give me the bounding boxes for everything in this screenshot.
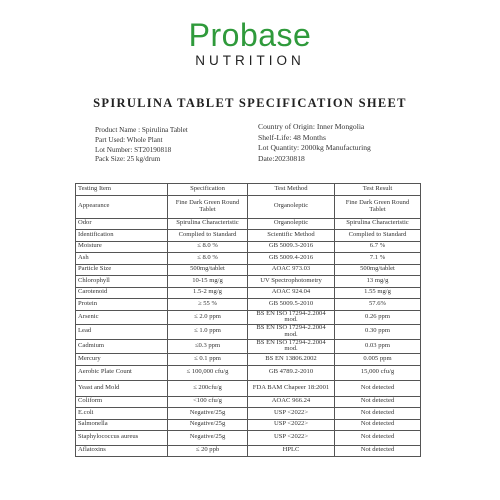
table-cell: ≤ 100,000 cfu/g [168, 365, 248, 381]
table-cell: Chlorophyll [76, 276, 168, 288]
table-header-cell: Test Method [248, 184, 335, 196]
table-cell: ≤ 8.0 % [168, 253, 248, 265]
lot-number: Lot Number: ST20190818 [95, 145, 172, 154]
table-cell: 500mg/tablet [168, 264, 248, 276]
table-cell: Not detected [335, 431, 421, 446]
table-cell: Negative/25g [168, 419, 248, 431]
table-row [76, 419, 421, 431]
table-cell: Staphylococcus aureus [76, 431, 168, 446]
table-cell: ≤ 200cfu/g [168, 381, 248, 397]
table-cell: USP <2022> [248, 408, 335, 420]
table-cell: Yeast and Mold [76, 381, 168, 397]
table-cell: Particle Size [76, 264, 168, 276]
table-row [76, 381, 421, 397]
table-cell: 0.005 ppm [335, 354, 421, 366]
table-header-cell: Test Result [335, 184, 421, 196]
table-row [76, 445, 421, 457]
table-cell: 1.5-2 mg/g [168, 287, 248, 299]
table-row [76, 264, 421, 276]
table-cell: ≤ 1.0 ppm [168, 325, 248, 340]
table-cell: ≤ 8.0 % [168, 241, 248, 253]
country-of-origin: Country of Origin: Inner Mongolia [258, 122, 365, 131]
table-cell: ≤ 20 ppb [168, 445, 248, 457]
table-cell: HPLC [248, 445, 335, 457]
table-cell: BS EN ISO 17294-2.2004 mod. [248, 339, 335, 354]
table-cell: ≥ 55 % [168, 299, 248, 311]
table-cell: Cadmium [76, 339, 168, 354]
table-cell: AOAC 924.04 [248, 287, 335, 299]
table-row [76, 218, 421, 230]
table-cell: ≤ 2.0 ppm [168, 310, 248, 325]
table-cell: Arsenic [76, 310, 168, 325]
table-row [76, 365, 421, 381]
table-cell: <100 cfu/g [168, 396, 248, 408]
table-row [76, 195, 421, 218]
table-cell: Organoleptic [248, 195, 335, 218]
table-cell: 0.30 ppm [335, 325, 421, 340]
table-header-row [76, 184, 421, 196]
table-cell: BS EN 13806.2002 [248, 354, 335, 366]
table-cell: 500mg/tablet [335, 264, 421, 276]
table-row [76, 253, 421, 265]
table-cell: Not detected [335, 408, 421, 420]
table-cell: Ash [76, 253, 168, 265]
table-cell: UV Spectrophotometry [248, 276, 335, 288]
table-cell: Not detected [335, 419, 421, 431]
table-cell: Odor [76, 218, 168, 230]
table-cell: 15,000 cfu/g [335, 365, 421, 381]
table-cell: AOAC 973.03 [248, 264, 335, 276]
table-cell: Scientific Method [248, 230, 335, 242]
part-used: Part Used: Whole Plant [95, 135, 163, 144]
table-cell: Salmonella [76, 419, 168, 431]
table-cell: Complied to Standard [335, 230, 421, 242]
table-cell: Organoleptic [248, 218, 335, 230]
table-cell: ≤ 0.1 ppm [168, 354, 248, 366]
specification-table [75, 183, 421, 457]
table-cell: GB 5009.3-2016 [248, 241, 335, 253]
manufacturing-date: Date:20230818 [258, 153, 305, 163]
table-cell: 1.55 mg/g [335, 287, 421, 299]
table-cell: Moisture [76, 241, 168, 253]
table-cell: 13 mg/g [335, 276, 421, 288]
table-cell: E.coli [76, 408, 168, 420]
table-cell: 0.26 ppm [335, 310, 421, 325]
table-cell: Aerobic Plate Count [76, 365, 168, 381]
table-header-cell: Specification [168, 184, 248, 196]
table-cell: Not detected [335, 396, 421, 408]
table-cell: GB 5009.4-2016 [248, 253, 335, 265]
table-cell: 7.1 % [335, 253, 421, 265]
table-cell: 0.03 ppm [335, 339, 421, 354]
table-cell: Fine Dark Green Round Tablet [335, 195, 421, 218]
pack-size: Pack Size: 25 kg/drum [95, 155, 161, 164]
shelf-life: Shelf-Life: 48 Months [258, 132, 326, 142]
table-header-cell: Testing Item [76, 184, 168, 196]
table-cell: Not detected [335, 445, 421, 457]
table-cell: Mercury [76, 354, 168, 366]
product-name: Product Name : Spirulina Tablet [95, 126, 188, 134]
table-cell: Protein [76, 299, 168, 311]
table-cell: FDA BAM Chapeer 18:2001 [248, 381, 335, 397]
lot-quantity: Lot Quantity: 2000kg Manufacturing [258, 143, 371, 153]
table-cell: Appearance [76, 195, 168, 218]
table-cell: GB 4789.2-2010 [248, 365, 335, 381]
table-row [76, 339, 421, 354]
table-row [76, 287, 421, 299]
table-row [76, 396, 421, 408]
table-cell: USP <2022> [248, 419, 335, 431]
table-cell: Lead [76, 325, 168, 340]
table-cell: Fine Dark Green Round Tablet [168, 195, 248, 218]
table-row [76, 230, 421, 242]
table-cell: 6.7 % [335, 241, 421, 253]
table-cell: Coliform [76, 396, 168, 408]
product-info-left [95, 126, 188, 165]
table-cell: Complied to Standard [168, 230, 248, 242]
table-cell: Negative/25g [168, 408, 248, 420]
table-row [76, 310, 421, 325]
page-title: SPIRULINA TABLET SPECIFICATION SHEET [93, 96, 407, 110]
table-row [76, 241, 421, 253]
table-cell: ≤0.3 ppm [168, 339, 248, 354]
table-cell: AOAC 966.24 [248, 396, 335, 408]
table-cell: 10-15 mg/g [168, 276, 248, 288]
brand-subtitle: NUTRITION [195, 53, 305, 68]
table-cell: Negative/25g [168, 431, 248, 446]
table-row [76, 408, 421, 420]
product-info-right [258, 122, 371, 164]
table-cell: USP <2022> [248, 431, 335, 446]
table-cell: Not detected [335, 381, 421, 397]
table-cell: Spirulina Characteristic [168, 218, 248, 230]
table-cell: Carotenoid [76, 287, 168, 299]
table-row [76, 354, 421, 366]
table-row [76, 325, 421, 340]
table-cell: Aflatoxins [76, 445, 168, 457]
table-row [76, 299, 421, 311]
table-cell: Spirulina Characteristic [335, 218, 421, 230]
table-cell: Identification [76, 230, 168, 242]
table-row [76, 276, 421, 288]
table-row [76, 431, 421, 446]
table-cell: BS EN ISO 17294-2.2004 mod. [248, 325, 335, 340]
table-cell: GB 5009.5-2010 [248, 299, 335, 311]
brand-logo-text: Probase [188, 17, 312, 53]
table-cell: BS EN ISO 17294-2.2004 mod. [248, 310, 335, 325]
table-cell: 57.6% [335, 299, 421, 311]
